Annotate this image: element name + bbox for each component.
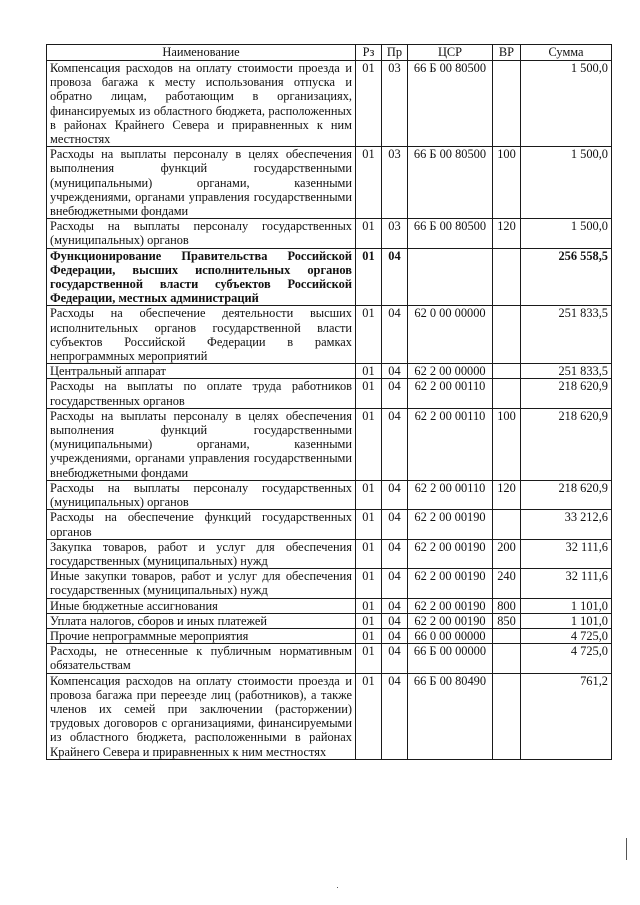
table-row [47,248,612,306]
scan-mark [626,838,627,860]
cell-vr: 100 [493,408,521,480]
cell-name: Расходы на обеспечение функций государственных органов [47,510,356,539]
cell-rz: 01 [356,248,382,306]
cell-csr: 66 Б 00 80500 [408,147,493,219]
cell-name: Иные закупки товаров, работ и услуг для обеспечения государственных (муниципальных) нужд [47,569,356,598]
cell-pr: 04 [382,569,408,598]
cell-pr: 04 [382,306,408,364]
cell-rz: 01 [356,364,382,379]
cell-rz: 01 [356,147,382,219]
cell-rz: 01 [356,306,382,364]
cell-sum: 1 500,0 [521,147,612,219]
cell-sum: 251 833,5 [521,364,612,379]
header-vr: ВР [493,45,521,61]
cell-csr: 62 2 00 00110 [408,408,493,480]
cell-pr: 04 [382,673,408,759]
cell-csr: 62 2 00 00000 [408,364,493,379]
cell-pr: 04 [382,248,408,306]
cell-rz: 01 [356,569,382,598]
cell-name: Прочие непрограммные мероприятия [47,628,356,643]
header-csr: ЦСР [408,45,493,61]
cell-vr [493,248,521,306]
cell-csr: 62 2 00 00190 [408,539,493,568]
cell-pr: 04 [382,379,408,408]
header-rz: Рз [356,45,382,61]
cell-name: Компенсация расходов на оплату стоимости проезда и провоза багажа к месту использования отпуска и обратно лицам, работающим в организациях, финансируемых из областного бюджета, расположенных в районах Крайнего Севера и приравненных к ним местностях [47,61,356,147]
cell-vr [493,61,521,147]
cell-pr: 04 [382,408,408,480]
cell-csr: 62 2 00 00190 [408,569,493,598]
cell-vr [493,644,521,673]
header-sum: Сумма [521,45,612,61]
cell-csr: 66 Б 00 80500 [408,219,493,248]
table-row [47,628,612,643]
table-row [47,480,612,509]
cell-csr: 62 2 00 00110 [408,379,493,408]
cell-vr: 100 [493,147,521,219]
cell-vr [493,306,521,364]
table-row [47,219,612,248]
cell-vr [493,379,521,408]
cell-sum: 4 725,0 [521,628,612,643]
cell-pr: 04 [382,480,408,509]
cell-pr: 04 [382,510,408,539]
cell-csr: 62 2 00 00190 [408,598,493,613]
cell-csr: 62 2 00 00190 [408,510,493,539]
cell-rz: 01 [356,61,382,147]
header-pr: Пр [382,45,408,61]
cell-sum: 218 620,9 [521,379,612,408]
cell-name: Уплата налогов, сборов и иных платежей [47,613,356,628]
cell-vr [493,673,521,759]
cell-name: Функционирование Правительства Российской Федерации, высших исполнительных органов государственной власти субъектов Российской Федерации, местных администраций [47,248,356,306]
cell-rz: 01 [356,510,382,539]
cell-vr: 120 [493,480,521,509]
cell-pr: 04 [382,364,408,379]
cell-name: Расходы на обеспечение деятельности высших исполнительных органов государственной власти субъектов Российской Федерации в рамках непрограммных мероприятий [47,306,356,364]
cell-rz: 01 [356,644,382,673]
cell-sum: 1 101,0 [521,598,612,613]
cell-vr [493,628,521,643]
cell-sum: 218 620,9 [521,408,612,480]
cell-pr: 03 [382,219,408,248]
table-row [47,306,612,364]
table-row [47,379,612,408]
cell-sum: 761,2 [521,673,612,759]
cell-csr: 66 Б 00 80500 [408,61,493,147]
cell-name: Расходы на выплаты персоналу государственных (муниципальных) органов [47,219,356,248]
cell-csr: 66 0 00 00000 [408,628,493,643]
table-row [47,147,612,219]
table-body [47,61,612,760]
cell-sum: 1 500,0 [521,61,612,147]
cell-pr: 04 [382,539,408,568]
cell-sum: 32 111,6 [521,539,612,568]
cell-rz: 01 [356,379,382,408]
cell-name: Расходы на выплаты персоналу государственных (муниципальных) органов [47,480,356,509]
cell-vr: 800 [493,598,521,613]
table-row [47,539,612,568]
table-row [47,598,612,613]
cell-rz: 01 [356,628,382,643]
cell-sum: 218 620,9 [521,480,612,509]
table-row [47,613,612,628]
cell-pr: 04 [382,628,408,643]
cell-csr: 66 Б 00 80490 [408,673,493,759]
cell-vr: 850 [493,613,521,628]
cell-csr: 62 0 00 00000 [408,306,493,364]
cell-name: Компенсация расходов на оплату стоимости проезда и провоза багажа при переезде лиц (работников), а также членов их семей при заключении (расторжении) трудовых договоров с организациями, финансируемыми из областного бюджета, расположенными в районах Крайнего Севера и приравненных к ним местностях [47,673,356,759]
cell-pr: 03 [382,61,408,147]
budget-table [46,44,612,760]
cell-vr: 120 [493,219,521,248]
scan-dot [337,887,338,888]
cell-csr: 62 2 00 00110 [408,480,493,509]
cell-vr [493,510,521,539]
cell-sum: 4 725,0 [521,644,612,673]
cell-csr: 62 2 00 00190 [408,613,493,628]
table-row [47,569,612,598]
cell-rz: 01 [356,408,382,480]
cell-name: Расходы на выплаты по оплате труда работников государственных органов [47,379,356,408]
cell-name: Закупка товаров, работ и услуг для обеспечения государственных (муниципальных) нужд [47,539,356,568]
cell-vr [493,364,521,379]
cell-rz: 01 [356,613,382,628]
cell-rz: 01 [356,539,382,568]
cell-name: Расходы, не отнесенные к публичным нормативным обязательствам [47,644,356,673]
cell-name: Расходы на выплаты персоналу в целях обеспечения выполнения функций государственными (муниципальными) органами, казенными учреждениями, органами управления государственными внебюджетными фондами [47,147,356,219]
cell-sum: 33 212,6 [521,510,612,539]
cell-sum: 1 101,0 [521,613,612,628]
table-row [47,364,612,379]
table-row [47,61,612,147]
cell-sum: 256 558,5 [521,248,612,306]
table-row [47,644,612,673]
cell-rz: 01 [356,219,382,248]
cell-pr: 03 [382,147,408,219]
cell-name: Центральный аппарат [47,364,356,379]
cell-rz: 01 [356,598,382,613]
table-row [47,673,612,759]
cell-vr: 240 [493,569,521,598]
table-row [47,510,612,539]
cell-pr: 04 [382,613,408,628]
cell-rz: 01 [356,673,382,759]
cell-vr: 200 [493,539,521,568]
table-row [47,408,612,480]
cell-sum: 1 500,0 [521,219,612,248]
header-name: Наименование [47,45,356,61]
cell-sum: 251 833,5 [521,306,612,364]
cell-name: Расходы на выплаты персоналу в целях обеспечения выполнения функций государственными (муниципальными) органами, казенными учреждениями, органами управления государственными внебюджетными фондами [47,408,356,480]
cell-pr: 04 [382,598,408,613]
cell-rz: 01 [356,480,382,509]
cell-sum: 32 111,6 [521,569,612,598]
cell-csr: 66 Б 00 00000 [408,644,493,673]
cell-name: Иные бюджетные ассигнования [47,598,356,613]
header-row [47,45,612,61]
cell-csr [408,248,493,306]
cell-pr: 04 [382,644,408,673]
